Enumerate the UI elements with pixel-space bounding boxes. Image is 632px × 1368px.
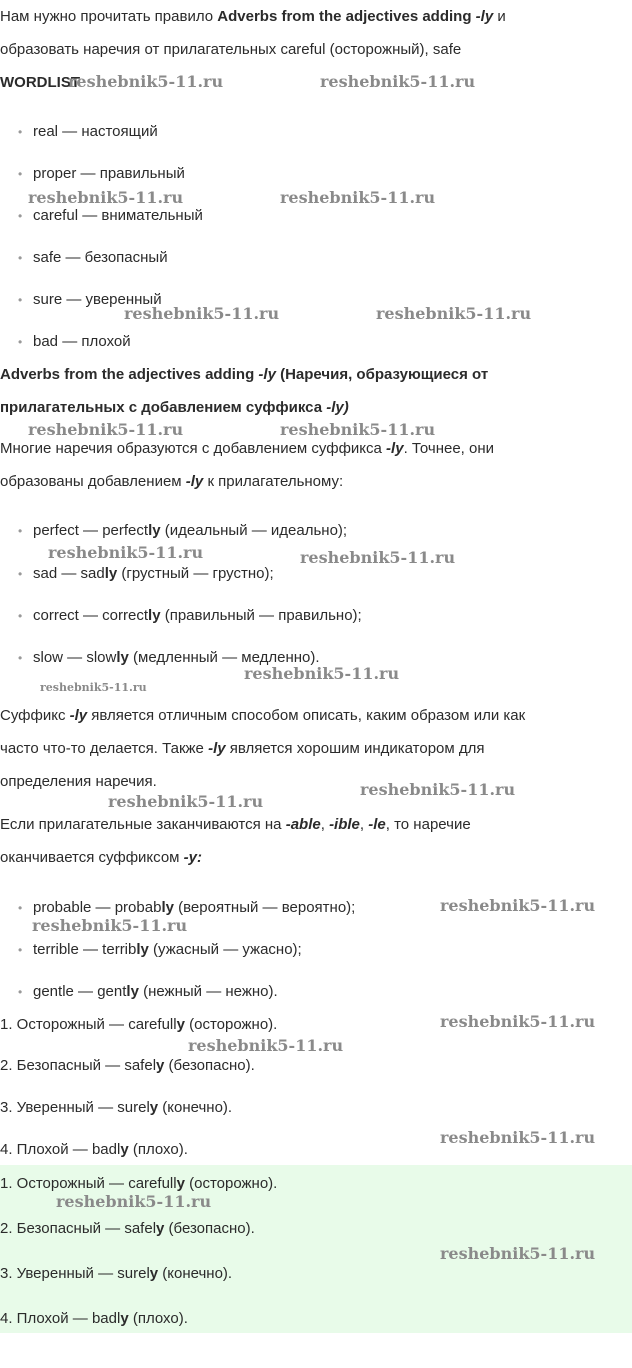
watermark: reshebnik5-11.ru xyxy=(48,543,204,562)
suffix-text-line-1: Суффикс -ly является отличным способом описать, каким образом или как xyxy=(0,707,526,724)
example-item: • gentle — gently (нежный — нежно). xyxy=(18,983,278,1000)
watermark: reshebnik5-11.ru xyxy=(280,420,436,439)
rule-heading-line-2: прилагательных с добавлением суффикса -ly) xyxy=(0,399,349,416)
watermark: reshebnik5-11.ru xyxy=(28,188,184,207)
watermark: reshebnik5-11.ru xyxy=(32,916,188,935)
example-item: • correct — correctly (правильный — правильно); xyxy=(18,607,362,624)
example-item: • probable — probably (вероятный — вероятно); xyxy=(18,899,356,916)
wordlist-item: • sure — уверенный xyxy=(18,291,162,308)
answer-line: 4. Плохой — badly (плохо). xyxy=(0,1141,188,1158)
watermark: reshebnik5-11.ru xyxy=(68,72,224,91)
watermark: reshebnik5-11.ru xyxy=(108,792,264,811)
watermark: reshebnik5-11.ru xyxy=(440,1128,596,1147)
wordlist-item: • careful — внимательный xyxy=(18,207,203,224)
wordlist-heading: WORDLIST xyxy=(0,74,80,91)
answer-box-line: 2. Безопасный — safely (безопасно). xyxy=(0,1220,255,1237)
example-item: • terrible — terribly (ужасный — ужасно); xyxy=(18,941,302,958)
watermark: reshebnik5-11.ru xyxy=(124,304,280,323)
rule-heading-line-1: Adverbs from the adjectives adding -ly (Наречия, образующиеся от xyxy=(0,366,489,383)
example-item: • perfect — perfectly (идеальный — идеально); xyxy=(18,522,348,539)
example-item: • sad — sadly (грустный — грустно); xyxy=(18,565,274,582)
answer-line: 2. Безопасный — safely (безопасно). xyxy=(0,1057,255,1074)
watermark: reshebnik5-11.ru xyxy=(440,896,596,915)
answer-line: 1. Осторожный — carefully (осторожно). xyxy=(0,1016,278,1033)
wordlist-item: • real — настоящий xyxy=(18,123,158,140)
watermark: reshebnik5-11.ru xyxy=(40,681,147,694)
watermark: reshebnik5-11.ru xyxy=(188,1036,344,1055)
wordlist-item: • bad — плохой xyxy=(18,333,131,350)
wordlist-item: • proper — правильный xyxy=(18,165,185,182)
ending-text-line-1: Если прилагательные заканчиваются на -able, -ible, -le, то наречие xyxy=(0,816,471,833)
suffix-text-line-2: часто что-то делается. Также -ly является хорошим индикатором для xyxy=(0,740,485,757)
wordlist-item: • safe — безопасный xyxy=(18,249,168,266)
watermark: reshebnik5-11.ru xyxy=(360,780,516,799)
watermark: reshebnik5-11.ru xyxy=(244,664,400,683)
watermark: reshebnik5-11.ru xyxy=(56,1192,212,1211)
answer-box-line: 1. Осторожный — carefully (осторожно). xyxy=(0,1175,278,1192)
rule-text-line-1: Многие наречия образуются с добавлением суффикса -ly. Точнее, они xyxy=(0,440,495,457)
answer-box-line: 3. Уверенный — surely (конечно). xyxy=(0,1265,233,1282)
watermark: reshebnik5-11.ru xyxy=(440,1012,596,1031)
intro-line-1: Нам нужно прочитать правило Adverbs from the adjectives adding -ly и xyxy=(0,8,506,25)
watermark: reshebnik5-11.ru xyxy=(320,72,476,91)
watermark: reshebnik5-11.ru xyxy=(440,1244,596,1263)
watermark: reshebnik5-11.ru xyxy=(280,188,436,207)
intro-line-2: образовать наречия от прилагательных careful (осторожный), safe xyxy=(0,41,462,58)
suffix-text-line-3: определения наречия. xyxy=(0,773,157,790)
rule-text-line-2: образованы добавлением -ly к прилагательному: xyxy=(0,473,344,490)
watermark: reshebnik5-11.ru xyxy=(28,420,184,439)
example-item: • slow — slowly (медленный — медленно). xyxy=(18,649,320,666)
answer-line: 3. Уверенный — surely (конечно). xyxy=(0,1099,233,1116)
ending-text-line-2: оканчивается суффиксом -y: xyxy=(0,849,202,866)
watermark: reshebnik5-11.ru xyxy=(376,304,532,323)
watermark: reshebnik5-11.ru xyxy=(300,548,456,567)
answer-box-line: 4. Плохой — badly (плохо). xyxy=(0,1310,188,1327)
